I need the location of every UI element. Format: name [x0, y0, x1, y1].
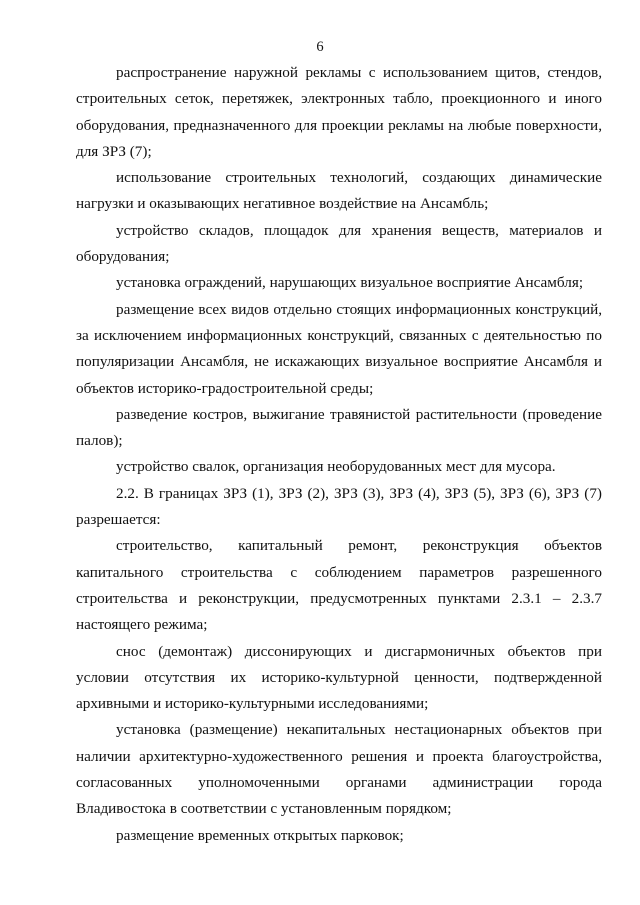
paragraph-temporary-parking: размещение временных открытых парковок;	[116, 826, 404, 844]
paragraph-fences: установка ограждений, нарушающих визуальное восприятие Ансамбля;	[116, 274, 584, 292]
page-number: 6	[316, 39, 324, 55]
document-body	[76, 60, 602, 849]
paragraph-outdoor-advertising: распространение наружной рекламы с использованием щитов, стендов, строительных сеток, перетяжек, электронных табло, проекционного и иного оборудования, предназначенного для проекции рекламы на любые поверхности, для ЗРЗ (7);	[76, 64, 602, 160]
paragraph-dumps: устройство свалок, организация необорудованных мест для мусора.	[116, 458, 556, 476]
paragraph-section-2-2: 2.2. В границах ЗРЗ (1), ЗРЗ (2), ЗРЗ (3), ЗРЗ (4), ЗРЗ (5), ЗРЗ (6), ЗРЗ (7) разрешается:	[76, 484, 602, 529]
paragraph-non-capital-objects: установка (размещение) некапитальных нестационарных объектов при наличии архитектурно-художественного решения и проекта благоустройства, согласованных уполномоченными органами администрации города Владивостока в соответствии с установленным порядком;	[76, 721, 602, 818]
paragraph-warehouses: устройство складов, площадок для хранения веществ, материалов и оборудования;	[76, 221, 602, 266]
paragraph-construction-allowed: строительство, капитальный ремонт, реконструкция объектов капитального строительства с соблюдением параметров разрешенного строительства и реконструкции, предусмотренных пунктами 2.3.1 – 2.3.7 настоящего режима;	[76, 537, 602, 634]
paragraph-construction-technologies: использование строительных технологий, создающих динамические нагрузки и оказывающих негативное воздействие на Ансамбль;	[76, 169, 602, 213]
paragraph-information-structures: размещение всех видов отдельно стоящих информационных конструкций, за исключением информационных конструкций, связанных с деятельностью по популяризации Ансамбля, не искажающих визуальное восприятие Ансамбля и объектов историко-градостроительной среды;	[76, 300, 602, 397]
paragraph-demolition: снос (демонтаж) диссонирующих и дисгармоничных объектов при условии отсутствия их историко-культурной ценности, подтвержденной архивными и историко-культурными исследованиями;	[76, 642, 602, 713]
paragraph-bonfires: разведение костров, выжигание травянистой растительности (проведение палов);	[76, 405, 602, 450]
